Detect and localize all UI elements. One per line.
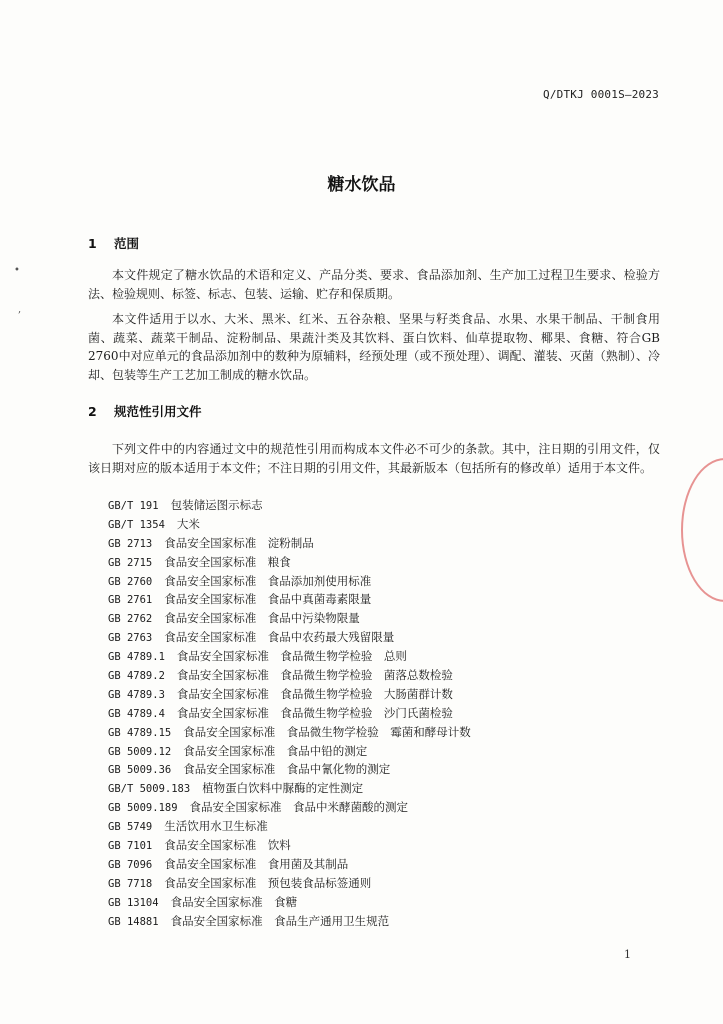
reference-code: GB 5009.36 xyxy=(108,764,172,777)
document-title: 糖水饮品 xyxy=(327,175,396,195)
scan-tick-mark: , xyxy=(18,304,22,315)
reference-item xyxy=(108,647,648,666)
reference-item xyxy=(108,704,648,723)
reference-title: 食品安全国家标准 食用菌及其制品 xyxy=(164,856,349,871)
reference-title: 食品安全国家标准 食品微生物学检验 沙门氏菌检验 xyxy=(176,705,453,720)
reference-title: 生活饮用水卫生标准 xyxy=(164,819,268,834)
reference-title: 食品安全国家标准 食品中污染物限量 xyxy=(164,611,360,626)
reference-item xyxy=(108,817,648,836)
reference-list xyxy=(108,496,648,930)
reference-code: GB 5749 xyxy=(108,821,153,834)
reference-item xyxy=(108,496,648,515)
reference-title: 食品安全国家标准 食糖 xyxy=(170,894,298,909)
section-1-paragraph-1: 本文件规定了糖水饮品的术语和定义、产品分类、要求、食品添加剂、生产加工过程卫生要求、检验方法、检验规则、标签、标志、包装、运输、贮存和保质期。 xyxy=(88,268,660,301)
reference-item xyxy=(108,723,648,742)
reference-item xyxy=(108,742,648,761)
reference-code: GB 7718 xyxy=(108,877,153,890)
reference-code: GB 4789.4 xyxy=(108,707,165,720)
reference-code: GB 5009.189 xyxy=(108,802,178,815)
reference-title: 食品安全国家标准 饮料 xyxy=(164,838,291,853)
reference-code: GB 2713 xyxy=(108,537,153,550)
section-1-heading xyxy=(88,234,139,252)
reference-title: 食品安全国家标准 食品中铅的测定 xyxy=(183,743,368,758)
reference-item xyxy=(108,628,648,647)
reference-item xyxy=(108,855,648,874)
reference-code: GB 7101 xyxy=(108,840,153,853)
section-1-title: 范围 xyxy=(114,236,140,251)
reference-item xyxy=(108,893,648,912)
document-code: Q/DTKJ 0001S—2023 xyxy=(543,88,659,101)
reference-item xyxy=(108,553,648,572)
reference-code: GB 2762 xyxy=(108,613,153,626)
reference-title: 植物蛋白饮料中脲酶的定性测定 xyxy=(202,781,364,796)
reference-item xyxy=(108,836,648,855)
reference-title: 食品安全国家标准 食品中氰化物的测定 xyxy=(183,762,391,777)
reference-code: GB 4789.1 xyxy=(108,651,165,664)
reference-title: 食品安全国家标准 食品中农药最大残留限量 xyxy=(164,630,395,645)
reference-title: 食品安全国家标准 食品生产通用卫生规范 xyxy=(170,913,390,928)
reference-code: GB/T 191 xyxy=(108,500,159,512)
reference-code: GB 4789.2 xyxy=(108,670,165,683)
reference-code: GB 4789.3 xyxy=(108,688,165,701)
reference-title: 食品安全国家标准 食品微生物学检验 总则 xyxy=(176,649,407,664)
section-2-paragraph-1: 下列文件中的内容通过文中的规范性引用而构成本文件必不可少的条款。其中，注日期的引用文件，仅该日期对应的版本适用于本文件；不注日期的引用文件，其最新版本（包括所有的修改单）适用于本文件。 xyxy=(88,442,660,475)
reference-title: 大米 xyxy=(176,516,200,531)
scan-dot-mark: • xyxy=(14,265,20,276)
reference-code: GB 7096 xyxy=(108,858,153,871)
reference-item xyxy=(108,609,648,628)
reference-code: GB 5009.12 xyxy=(108,745,172,758)
reference-title: 食品安全国家标准 食品添加剂使用标准 xyxy=(164,573,372,588)
reference-title: 食品安全国家标准 淀粉制品 xyxy=(164,535,314,550)
section-1-number: 1 xyxy=(88,236,97,251)
reference-title: 食品安全国家标准 食品微生物学检验 大肠菌群计数 xyxy=(176,686,453,701)
reference-item xyxy=(108,590,648,609)
reference-code: GB 13104 xyxy=(108,896,159,909)
reference-item xyxy=(108,760,648,779)
reference-item xyxy=(108,685,648,704)
section-2-heading xyxy=(88,402,202,420)
reference-item xyxy=(108,534,648,553)
reference-title: 食品安全国家标准 食品中真菌毒素限量 xyxy=(164,592,372,607)
section-1-paragraph-2: 本文件适用于以水、大米、黑米、红米、五谷杂粮、坚果与籽类食品、水果、水果干制品、干制食用菌、蔬菜、蔬菜干制品、淀粉制品、果蔬汁类及其饮料、蛋白饮料、仙草提取物、椰果、食糖、符合GB 2760中对应单元的食品添加剂中的数种为原辅料，经预处理（或不预处理）、调配、灌装、灭菌（熟制）、冷却、包装等生产工艺加工制成的糖水饮品。 xyxy=(88,312,660,382)
reference-item xyxy=(108,874,648,893)
page-number: 1 xyxy=(624,948,631,961)
reference-item xyxy=(108,779,648,798)
reference-item xyxy=(108,666,648,685)
reference-code: GB/T 5009.183 xyxy=(108,783,191,796)
reference-title: 包装储运图示标志 xyxy=(170,498,263,512)
reference-title: 食品安全国家标准 食品微生物学检验 菌落总数检验 xyxy=(176,668,453,683)
reference-code: GB 2760 xyxy=(108,575,153,588)
reference-code: GB 2761 xyxy=(108,594,153,607)
reference-title: 食品安全国家标准 食品微生物学检验 霉菌和酵母计数 xyxy=(183,724,471,739)
red-seal-stamp xyxy=(681,458,723,602)
reference-title: 食品安全国家标准 粮食 xyxy=(164,554,291,569)
reference-item xyxy=(108,572,648,591)
reference-title: 食品安全国家标准 食品中米酵菌酸的测定 xyxy=(189,800,409,815)
section-2-title: 规范性引用文件 xyxy=(114,404,202,419)
reference-code: GB 4789.15 xyxy=(108,726,172,739)
reference-item xyxy=(108,515,648,534)
reference-code: GB 2715 xyxy=(108,556,153,569)
reference-code: GB 14881 xyxy=(108,915,159,928)
reference-item xyxy=(108,798,648,817)
reference-code: GB/T 1354 xyxy=(108,518,165,531)
reference-title: 食品安全国家标准 预包装食品标签通则 xyxy=(164,875,372,890)
reference-code: GB 2763 xyxy=(108,632,153,645)
section-2-number: 2 xyxy=(88,404,97,419)
reference-item xyxy=(108,912,648,931)
